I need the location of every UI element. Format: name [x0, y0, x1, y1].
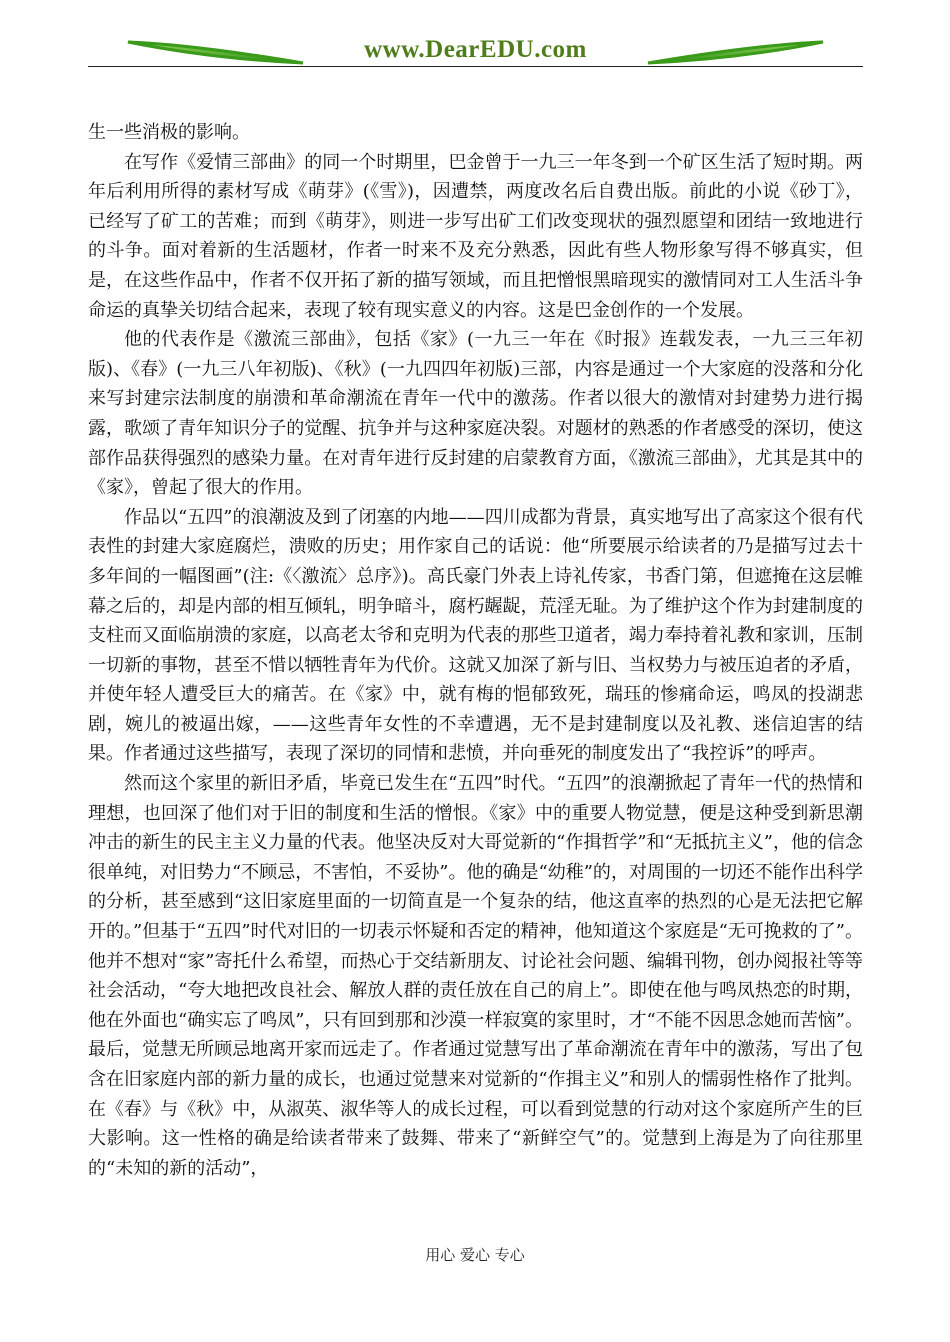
paragraph: 在写作《爱情三部曲》的同一个时期里，巴金曾于一九三一年冬到一个矿区生活了短时期。两年后利用所得的素材写成《萌芽》(《雪》)，因遭禁，两度改名后自费出版。前此的小说《砂丁》，已经写了矿工的苦难；而到《萌芽》，则进一步写出矿工们改变现状的强烈愿望和团结一致地进行的斗争。面对着新的生活题材，作者一时来不及充分熟悉，因此有些人物形象写得不够真实，但是，在这些作品中，作者不仅开拓了新的描写领域，而且把憎恨黑暗现实的激情同对工人生活斗争命运的真挚关切结合起来，表现了较有现实意义的内容。这是巴金创作的一个发展。 [88, 151, 863, 321]
article-body [88, 118, 863, 1208]
page-footer: 用心 爱心 专心 [425, 1246, 525, 1264]
page-header [88, 30, 863, 70]
paragraph: 生一些消极的影响。 [88, 122, 250, 143]
paragraph: 然而这个家里的新旧矛盾，毕竟已发生在“五四”时代。“五四”的浪潮掀起了青年一代的热情和理想，也回深了他们对于旧的制度和生活的憎恨。《家》中的重要人物觉慧，便是这种受到新思潮冲击的新生的民主主义力量的代表。他坚决反对大哥觉新的“作揖哲学”和“无抵抗主义”，他的信念很单纯，对旧势力“不顾忌，不害怕，不妥协”。他的确是“幼稚”的，对周围的一切还不能作出科学的分析，甚至感到“这旧家庭里面的一切简直是一个复杂的结，他这直率的热烈的心是无法把它解开的。”但基于“五四”时代对旧的一切表示怀疑和否定的精神，他知道这个家庭是“无可挽救的了”。他并不想对“家”寄托什么希望，而热心于交结新朋友、讨论社会问题、编辑刊物，创办阅报社等等社会活动，“夸大地把改良社会、解放人群的责任放在自己的肩上”。即使在他与鸣凤热恋的时期，他在外面也“确实忘了鸣凤”，只有回到那和沙漠一样寂寞的家里时，才“不能不因思念她而苦恼”。最后，觉慧无所顾忌地离开家而远走了。作者通过觉慧写出了革命潮流在青年中的激荡，写出了包含在旧家庭内部的新力量的成长，也通过觉慧来对觉新的“作揖主义”和别人的懦弱性格作了批判。在《春》与《秋》中，从淑英、淑华等人的成长过程，可以看到觉慧的行动对这个家庭所产生的巨大影响。这一性格的确是给读者带来了鼓舞、带来了“新鲜空气”的。觉慧到上海是为了向往那里的“未知的新的活动”， [88, 773, 863, 1179]
site-brand: www.DearEDU.com [364, 36, 587, 63]
header-divider [88, 66, 863, 67]
paragraph: 他的代表作是《激流三部曲》，包括《家》(一九三一年在《时报》连载发表，一九三三年初版)、《春》(一九三八年初版)、《秋》(一九四四年初版)三部，内容是通过一个大家庭的没落和分化来写封建宗法制度的崩溃和革命潮流在青年一代中的激荡。作者以很大的激情对封建势力进行揭露，歌颂了青年知识分子的觉醒、抗争并与这种家庭决裂。对题材的熟悉的作者感受的深切，使这部作品获得强烈的感染力量。在对青年进行反封建的启蒙教育方面，《激流三部曲》，尤其是其中的《家》，曾起了很大的作用。 [88, 329, 863, 499]
paragraph: 作品以“五四”的浪潮波及到了闭塞的内地——四川成都为背景，真实地写出了高家这个很有代表性的封建大家庭腐烂，溃败的历史；用作家自己的话说：他“所要展示给读者的乃是描写过去十多年间的一幅图画”(注:《〈激流〉总序》)。高氏豪门外表上诗礼传家，书香门第，但遮掩在这层帷幕之后的，却是内部的相互倾轧，明争暗斗，腐朽龌龊，荒淫无耻。为了维护这个作为封建制度的支柱而又面临崩溃的家庭，以高老太爷和克明为代表的那些卫道者，竭力奉持着礼教和家训，压制一切新的事物，甚至不惜以牺牲青年为代价。这就又加深了新与旧、当权势力与被压迫者的矛盾，并使年轻人遭受巨大的痛苦。在《家》中，就有梅的悒郁致死，瑞珏的惨痛命运，鸣凤的投湖悲剧，婉儿的被逼出嫁，——这些青年女性的不幸遭遇，无不是封建制度以及礼教、迷信迫害的结果。作者通过这些描写，表现了深切的同情和悲愤，并向垂死的制度发出了“我控诉”的呼声。 [88, 506, 863, 765]
